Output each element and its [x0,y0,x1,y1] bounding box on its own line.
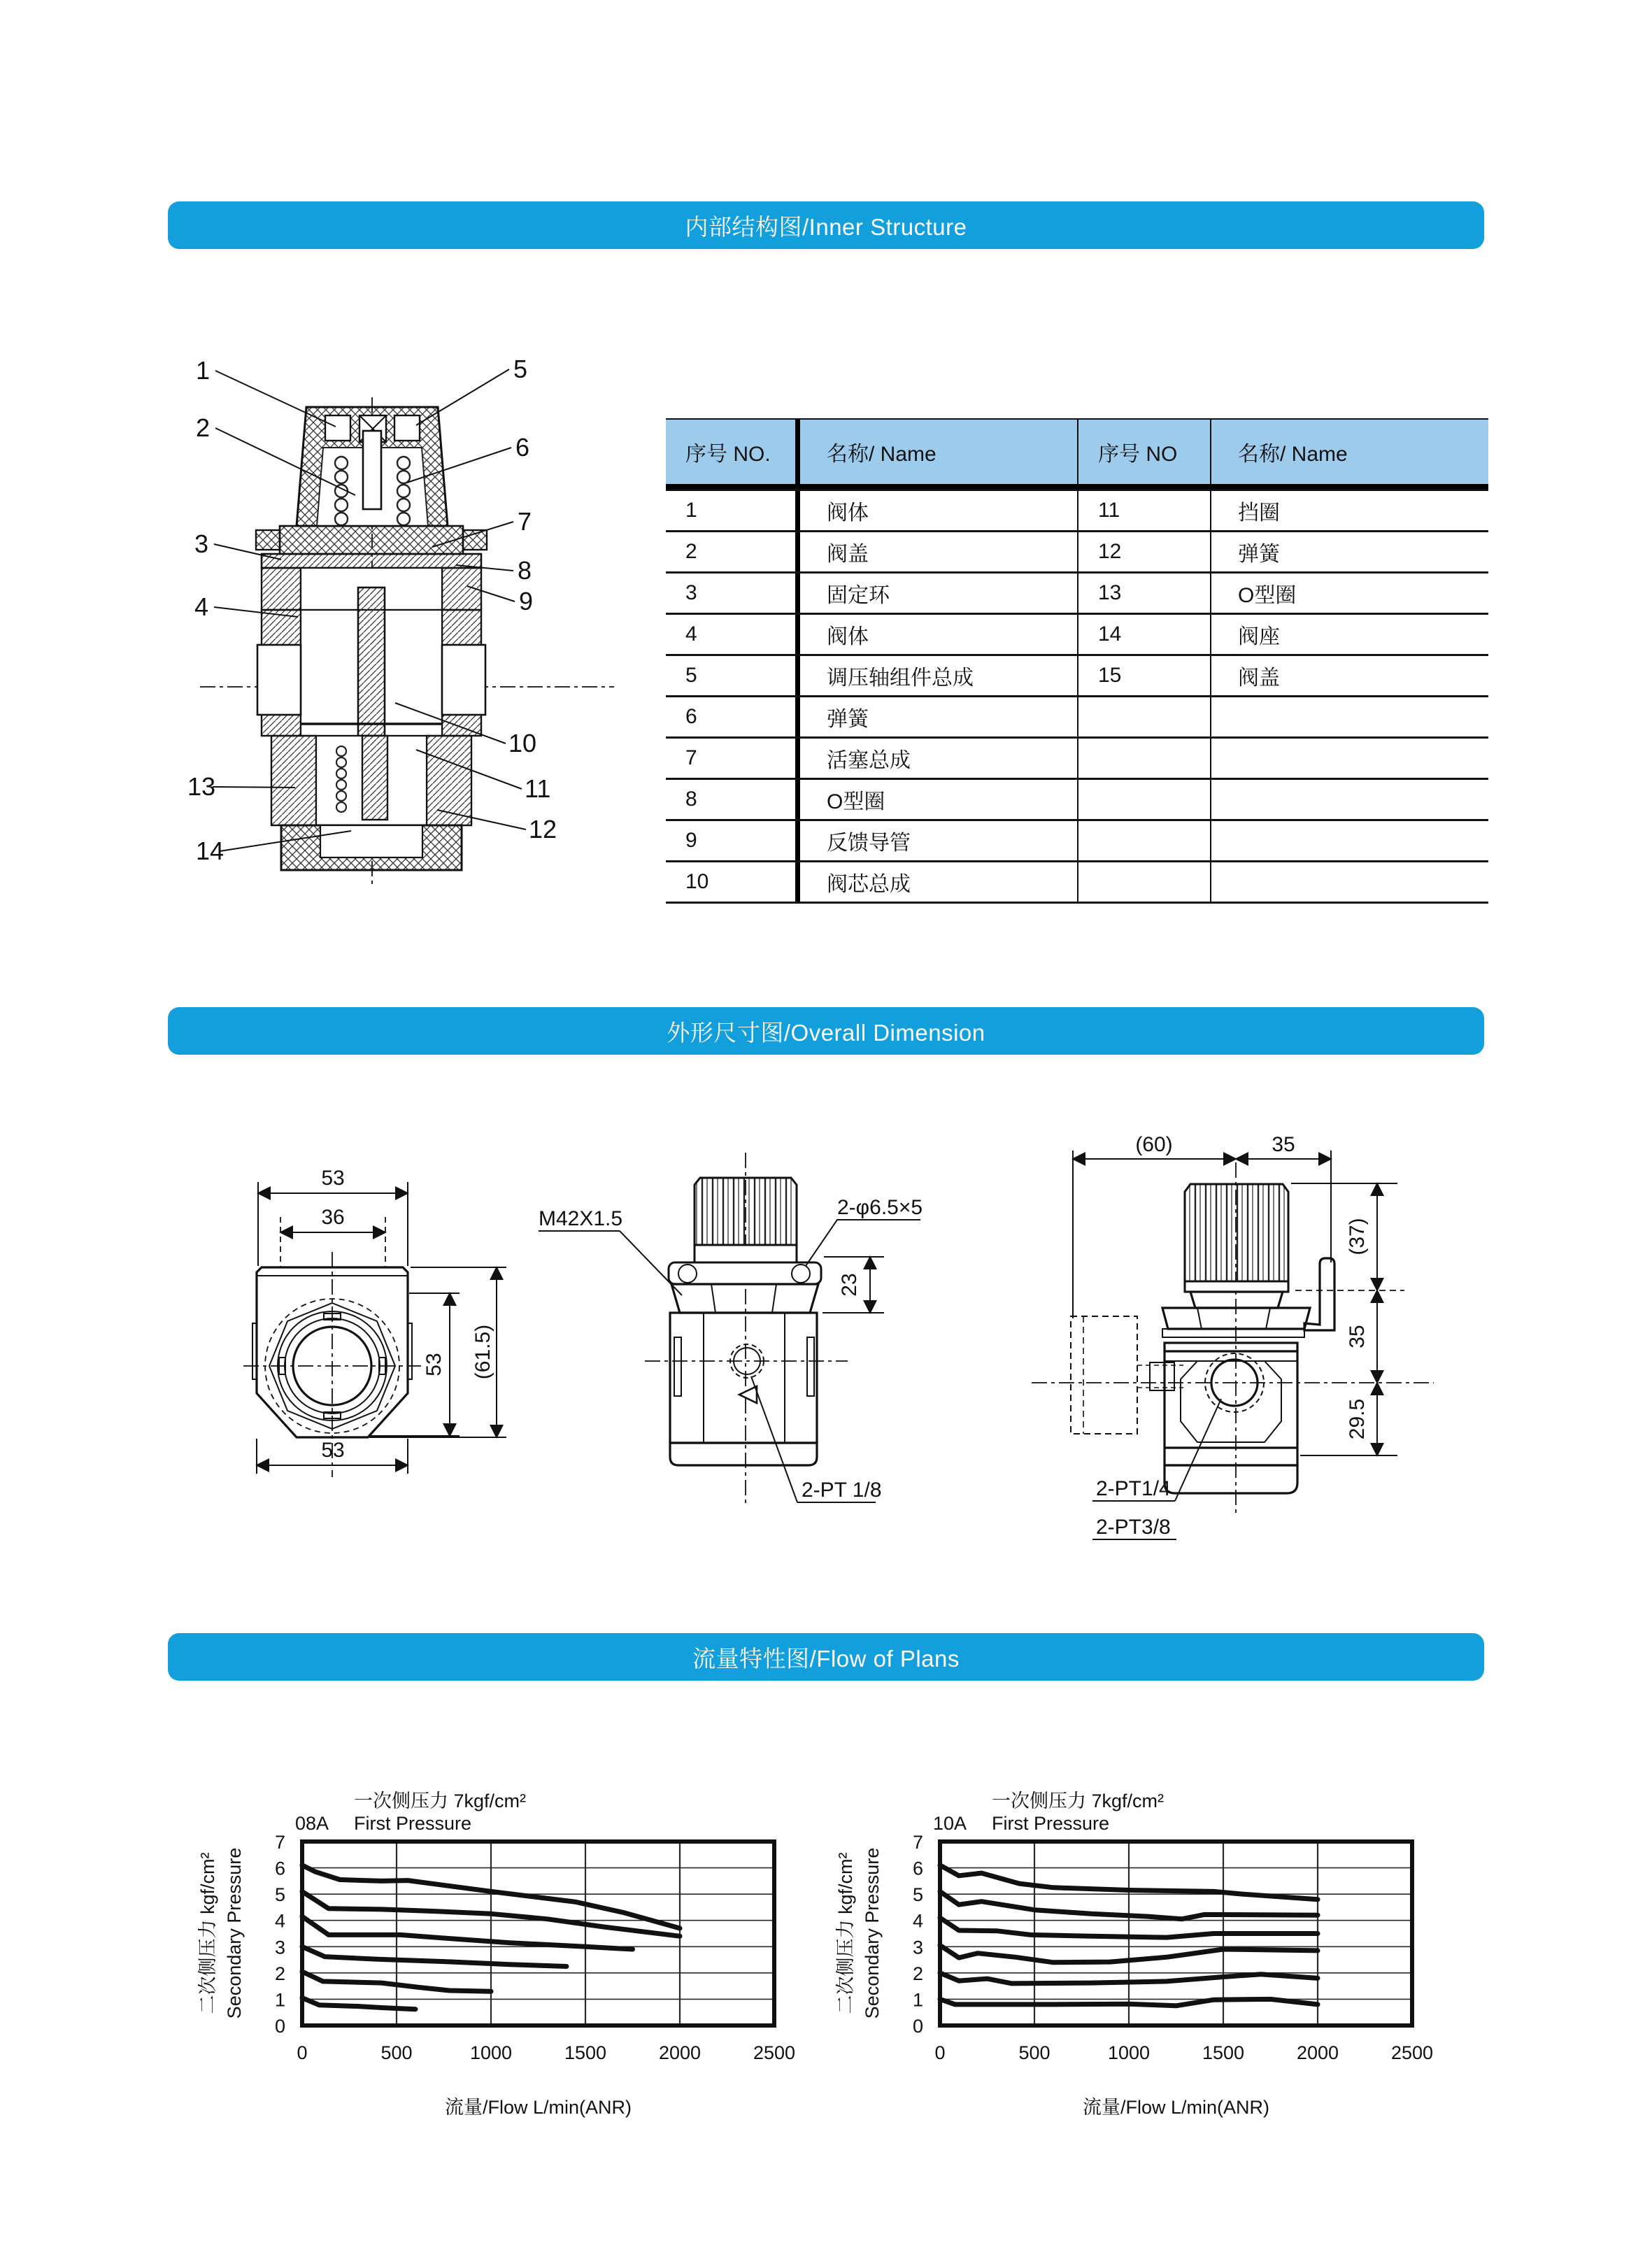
callout-11: 11 [525,774,551,803]
y-axis-label-en: Secondary Pressure [862,1847,883,2019]
x-tick-label: 500 [380,2042,413,2063]
table-cell: 阀盖 [1238,667,1280,690]
x-tick-label: 1000 [469,2042,513,2063]
callout-12: 12 [529,815,557,843]
parts-table-header-row [666,420,1488,489]
table-cell: 6 [666,697,800,736]
table-row [666,778,1488,819]
callout-1: 1 [196,356,211,385]
table-cell: 阀盖 [800,532,1078,571]
table-cell: 弹簧 [800,697,1078,736]
dim-height-right: 53 [422,1353,446,1376]
inner-structure-figure [175,343,636,902]
chart-size-label: 08A [295,1813,329,1834]
y-tick-label: 4 [912,1910,923,1932]
x-tick-label: 1000 [1107,2042,1151,2063]
table-cell: 14 [1078,615,1211,654]
table-cell: 固定环 [800,574,1078,613]
dim-60: (60) [1135,1133,1173,1156]
dim-width-inner: 36 [321,1206,345,1229]
callout-2: 2 [196,413,211,442]
y-tick-label: 3 [274,1937,285,1958]
table-row [666,489,1488,530]
table-row [666,613,1488,654]
table-header-cell: 名称/ Name [800,420,1078,484]
table-cell [1211,697,1488,736]
table-cell: 9 [666,821,800,860]
x-tick-label: 2000 [1296,2042,1339,2063]
table-row [666,695,1488,736]
table-cell [1078,780,1211,819]
dim-35-right: 35 [1346,1325,1369,1348]
callout-14: 14 [196,836,225,865]
y-tick-label: 0 [912,2016,923,2037]
table-cell: 12 [1078,532,1211,571]
x-tick-label: 2500 [1390,2042,1434,2063]
x-tick-label: 0 [297,2042,308,2063]
top-view-drawing [243,1167,506,1477]
section-banner-overall-dimension [168,1007,1484,1055]
table-cell: 活塞总成 [800,739,1078,778]
callout-8: 8 [518,556,532,585]
table-cell: 阀体 [800,491,1078,530]
section-title: 流量特性图/Flow of Plans [692,1645,960,1672]
y-tick-label: 2 [912,1963,923,1984]
parts-table [666,418,1488,904]
y-axis-label-cn: 二次侧压力 kgf/cm² [197,1852,218,2014]
y-tick-label: 2 [274,1963,285,1984]
x-axis-label: 流量/Flow L/min(ANR) [444,2097,632,2118]
callout-6: 6 [515,433,530,462]
table-cell [1078,862,1211,902]
x-axis-label: 流量/Flow L/min(ANR) [1082,2097,1270,2118]
callout-10: 10 [508,729,537,757]
flow-curve [302,1916,633,1949]
table-row [666,530,1488,571]
section-title: 外形尺寸图/Overall Dimension [667,1019,985,1046]
y-tick-label: 5 [912,1884,923,1906]
section-banner-inner-structure [168,201,1484,249]
x-tick-label: 2500 [753,2042,796,2063]
table-cell: 1 [666,491,800,530]
table-cell: 2 [666,532,800,571]
y-tick-label: 7 [912,1832,923,1853]
flow-curve [302,1946,567,1966]
section-title: 内部结构图/Inner Structure [685,213,967,240]
flow-chart-10a [820,1783,1449,2154]
table-row [666,736,1488,778]
table-header-cell: 序号 NO. [666,420,800,484]
x-tick-label: 2000 [658,2042,702,2063]
table-cell: O型圈 [800,780,1078,819]
table-cell: O型圈 [1238,584,1297,607]
callout-9: 9 [519,587,534,615]
table-row [666,654,1488,695]
table-cell [1211,862,1488,902]
y-tick-label: 4 [274,1910,285,1932]
section-banner-flow-plans [168,1633,1484,1681]
callout-5: 5 [513,355,528,383]
table-cell: 5 [666,656,800,695]
dim-height-outer: (61.5) [471,1324,494,1380]
table-cell: 反馈导管 [800,821,1078,860]
table-cell: 3 [666,574,800,613]
table-header-cell: 名称/ Name [1211,420,1488,484]
y-tick-label: 3 [912,1937,923,1958]
holes-label: 2-φ6.5×5 [837,1196,923,1219]
dim-37: (37) [1346,1218,1369,1255]
callout-4: 4 [194,592,209,621]
chart-size-label: 10A [933,1813,967,1834]
table-cell [1078,739,1211,778]
chart-title: 一次侧压力 7kgf/cm² [354,1790,527,1811]
table-cell: 阀体 [800,615,1078,654]
table-cell [1078,697,1211,736]
table-cell: 10 [666,862,800,902]
table-cell: 4 [666,615,800,654]
dim-width-top: 53 [321,1167,345,1190]
y-tick-label: 6 [274,1858,285,1879]
port-label-pt38: 2-PT3/8 [1096,1516,1171,1539]
valve-cross-section [200,397,614,887]
chart-title: 一次侧压力 7kgf/cm² [992,1790,1165,1811]
dimension-front-view [532,1147,937,1511]
port-label-pt18: 2-PT 1/8 [802,1479,882,1502]
x-tick-label: 1500 [1202,2042,1245,2063]
y-tick-label: 1 [912,1989,923,2011]
dim-width-bottom: 53 [321,1439,345,1462]
table-cell: 15 [1078,656,1211,695]
y-tick-label: 5 [274,1884,285,1906]
y-axis-label-cn: 二次侧压力 kgf/cm² [835,1852,856,2014]
table-cell: 阀座 [1238,625,1280,648]
table-row [666,819,1488,860]
table-cell: 11 [1078,491,1211,530]
callout-13: 13 [187,772,216,801]
table-cell [1078,821,1211,860]
y-tick-label: 6 [912,1858,923,1879]
table-cell: 8 [666,780,800,819]
chart-subtitle: First Pressure [354,1813,472,1834]
x-tick-label: 1500 [564,2042,607,2063]
dimension-top-view [231,1147,525,1483]
front-view-drawing [539,1153,923,1505]
flow-chart-08a [182,1783,811,2154]
table-cell [1211,780,1488,819]
dimension-side-view [1014,1119,1490,1567]
y-tick-label: 0 [274,2016,285,2037]
table-cell: 阀芯总成 [800,862,1078,902]
table-cell [1211,739,1488,778]
dim-23: 23 [838,1273,861,1297]
x-tick-label: 0 [934,2042,946,2063]
chart-subtitle: First Pressure [992,1813,1110,1834]
y-tick-label: 7 [274,1832,285,1853]
table-row [666,860,1488,904]
y-tick-label: 1 [274,1989,285,2011]
table-row [666,571,1488,613]
y-axis-label-en: Secondary Pressure [224,1847,245,2019]
table-cell: 13 [1078,574,1211,613]
table-cell: 7 [666,739,800,778]
x-tick-label: 500 [1018,2042,1051,2063]
table-cell [1211,821,1488,860]
table-cell: 调压轴组件总成 [800,656,1078,695]
thread-label: M42X1.5 [539,1207,623,1230]
table-header-cell: 序号 NO [1078,420,1211,484]
callout-3: 3 [194,529,209,558]
table-cell: 弹簧 [1238,543,1280,566]
side-view-drawing [1032,1133,1434,1539]
dim-35-top: 35 [1272,1133,1295,1156]
port-label-pt14: 2-PT1/4 [1096,1477,1171,1500]
callout-7: 7 [518,507,532,536]
dim-29-5: 29.5 [1346,1398,1369,1440]
table-cell: 挡圈 [1238,501,1280,525]
